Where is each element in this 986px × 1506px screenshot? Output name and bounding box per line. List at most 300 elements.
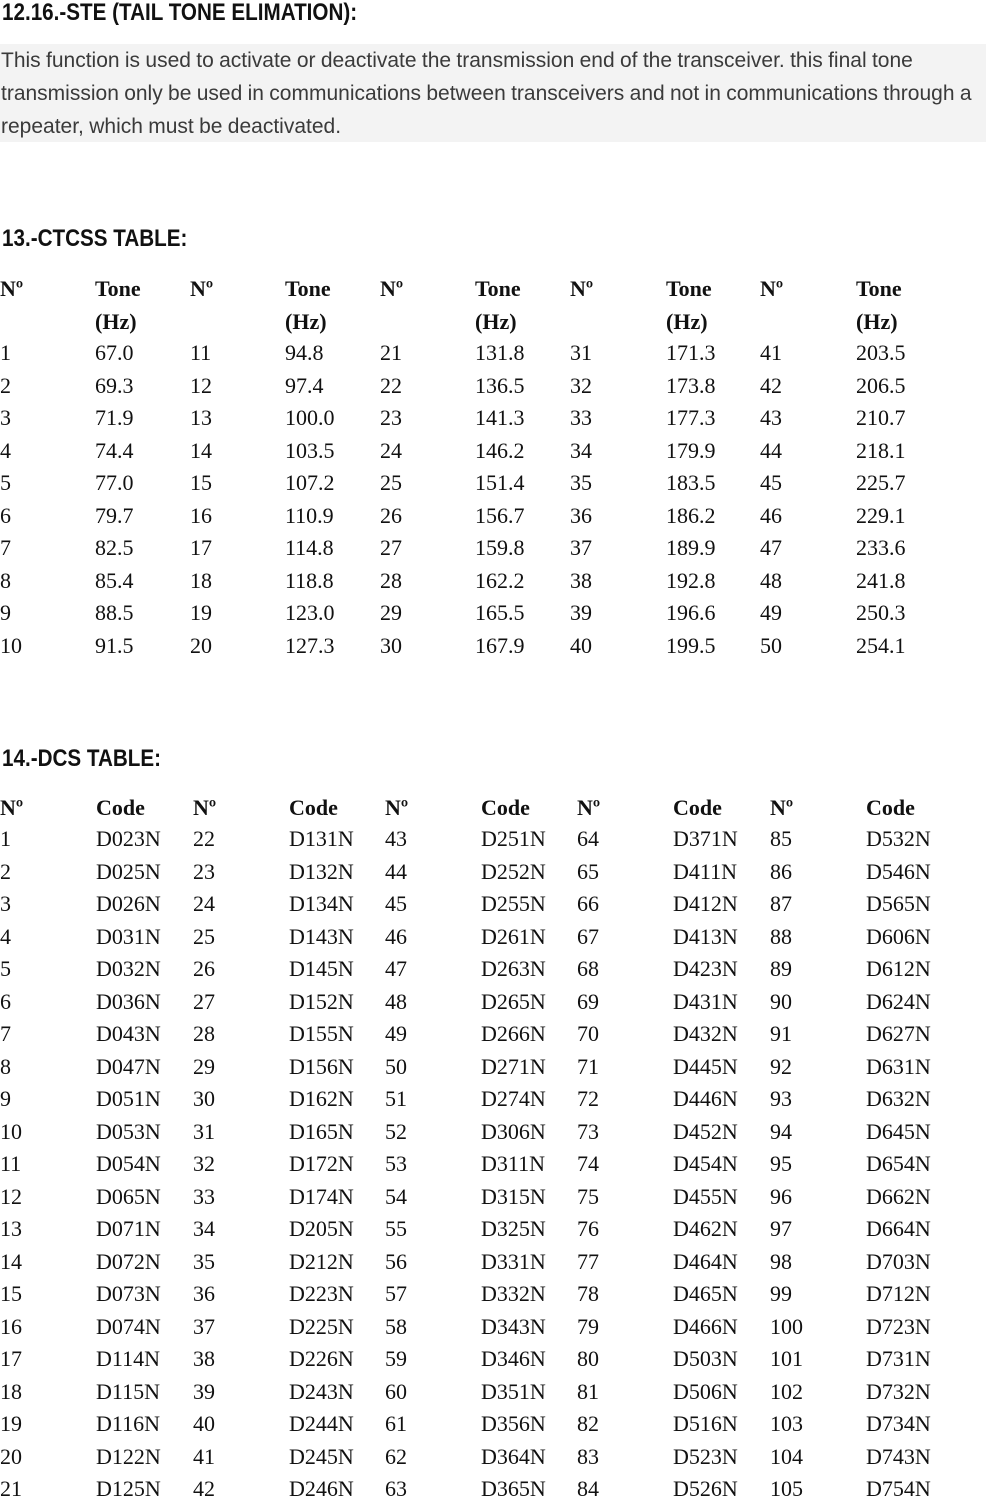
table-row <box>0 597 986 630</box>
ctcss-number: 37 <box>570 535 592 560</box>
dcs-number: 68 <box>577 956 599 981</box>
ctcss-tone: 131.8 <box>475 340 525 365</box>
dcs-number: 98 <box>770 1248 792 1274</box>
dcs-code: D266N <box>481 1021 546 1046</box>
ctcss-number: 33 <box>570 405 592 430</box>
dcs-number: 75 <box>577 1183 599 1209</box>
dcs-code: D145N <box>289 956 354 981</box>
dcs-code: D155N <box>289 1021 354 1046</box>
dcs-code: D464N <box>673 1248 738 1274</box>
ctcss-number: 50 <box>760 632 782 658</box>
dcs-code: D565N <box>866 891 931 916</box>
ctcss-number: 23 <box>380 405 402 430</box>
ctcss-number: 22 <box>380 372 402 398</box>
dcs-code: D712N <box>866 1281 931 1306</box>
dcs-number: 91 <box>770 1021 792 1046</box>
dcs-number: 14 <box>0 1248 22 1274</box>
dcs-code: D152N <box>289 988 354 1014</box>
dcs-number: 34 <box>193 1216 215 1241</box>
dcs-number: 36 <box>193 1281 215 1306</box>
table-row <box>0 1051 986 1084</box>
dcs-code: D212N <box>289 1248 354 1274</box>
dcs-number: 54 <box>385 1183 407 1209</box>
ctcss-tone: 118.8 <box>285 567 334 593</box>
table-row <box>0 565 986 598</box>
dcs-header-code: Code <box>481 795 530 820</box>
dcs-code: D446N <box>673 1086 738 1111</box>
dcs-code: D261N <box>481 923 546 949</box>
ctcss-tone: 114.8 <box>285 535 334 560</box>
dcs-number: 50 <box>385 1053 407 1079</box>
dcs-number: 89 <box>770 956 792 981</box>
dcs-number: 59 <box>385 1346 407 1371</box>
dcs-number: 78 <box>577 1281 599 1306</box>
ctcss-tone: 165.5 <box>475 600 525 625</box>
dcs-code: D466N <box>673 1313 738 1339</box>
dcs-number: 63 <box>385 1476 407 1501</box>
table-row <box>0 1246 986 1279</box>
dcs-number: 83 <box>577 1443 599 1469</box>
dcs-code: D371N <box>673 826 738 851</box>
dcs-header-no: Nº <box>193 795 217 820</box>
ctcss-number: 40 <box>570 632 592 658</box>
table-row <box>0 435 986 468</box>
dcs-number: 72 <box>577 1086 599 1111</box>
table-row <box>0 921 986 954</box>
dcs-code: D731N <box>866 1346 931 1371</box>
dcs-code: D723N <box>866 1313 931 1339</box>
ctcss-tone: 254.1 <box>856 632 906 658</box>
dcs-code: D624N <box>866 988 931 1014</box>
ctcss-header-tone <box>666 272 712 338</box>
dcs-number: 92 <box>770 1053 792 1079</box>
ctcss-tone: 71.9 <box>95 405 134 430</box>
dcs-code: D047N <box>96 1053 161 1079</box>
dcs-number: 15 <box>0 1281 22 1306</box>
dcs-number: 40 <box>193 1411 215 1436</box>
dcs-code: D134N <box>289 891 354 916</box>
dcs-number: 30 <box>193 1086 215 1111</box>
dcs-code: D413N <box>673 923 738 949</box>
ctcss-tone: 85.4 <box>95 567 134 593</box>
ctcss-header-tone <box>856 272 902 338</box>
ctcss-tone: 146.2 <box>475 437 525 463</box>
dcs-table <box>0 791 986 1501</box>
ctcss-tone: 177.3 <box>666 405 716 430</box>
ctcss-tone: 183.5 <box>666 470 716 495</box>
ctcss-number: 42 <box>760 372 782 398</box>
ctcss-tone: 179.9 <box>666 437 716 463</box>
dcs-number: 44 <box>385 858 407 884</box>
dcs-code: D454N <box>673 1151 738 1176</box>
dcs-header-code: Code <box>673 795 722 820</box>
dcs-number: 76 <box>577 1216 599 1241</box>
ctcss-header-no: Nº <box>760 276 784 301</box>
dcs-header-no: Nº <box>577 795 601 820</box>
dcs-number: 66 <box>577 891 599 916</box>
ctcss-header-no: Nº <box>0 276 24 301</box>
ctcss-tone: 82.5 <box>95 535 134 560</box>
ctcss-header-no: Nº <box>570 276 594 301</box>
ctcss-tone: 225.7 <box>856 470 906 495</box>
ctcss-number: 19 <box>190 600 212 625</box>
dcs-number: 29 <box>193 1053 215 1079</box>
table-row <box>0 1408 986 1441</box>
ctcss-tone: 136.5 <box>475 372 525 398</box>
dcs-number: 65 <box>577 858 599 884</box>
dcs-code: D053N <box>96 1118 161 1144</box>
dcs-code: D051N <box>96 1086 161 1111</box>
dcs-number: 32 <box>193 1151 215 1176</box>
dcs-number: 57 <box>385 1281 407 1306</box>
dcs-number: 99 <box>770 1281 792 1306</box>
dcs-code: D632N <box>866 1086 931 1111</box>
ctcss-number: 21 <box>380 340 402 365</box>
ctcss-number: 14 <box>190 437 212 463</box>
dcs-code: D664N <box>866 1216 931 1241</box>
ctcss-tone: 189.9 <box>666 535 716 560</box>
dcs-code: D172N <box>289 1151 354 1176</box>
ctcss-header-no: Nº <box>190 276 214 301</box>
dcs-number: 4 <box>0 923 11 949</box>
dcs-number: 97 <box>770 1216 792 1241</box>
dcs-number: 5 <box>0 956 11 981</box>
dcs-code: D251N <box>481 826 546 851</box>
dcs-number: 102 <box>770 1378 803 1404</box>
ctcss-number: 5 <box>0 470 11 495</box>
dcs-code: D071N <box>96 1216 161 1241</box>
ctcss-number: 25 <box>380 470 402 495</box>
dcs-code: D532N <box>866 826 931 851</box>
dcs-number: 101 <box>770 1346 803 1371</box>
dcs-code: D465N <box>673 1281 738 1306</box>
dcs-code: D734N <box>866 1411 931 1436</box>
ctcss-tone: 159.8 <box>475 535 525 560</box>
ctcss-number: 3 <box>0 405 11 430</box>
ctcss-header-tone-line1: Tone <box>475 276 521 301</box>
dcs-header-no: Nº <box>0 795 24 820</box>
ctcss-number: 43 <box>760 405 782 430</box>
ctcss-header-tone-line2: (Hz) <box>285 309 327 334</box>
ctcss-tone: 229.1 <box>856 502 906 528</box>
ctcss-tone: 110.9 <box>285 502 334 528</box>
dcs-code: D606N <box>866 923 931 949</box>
dcs-code: D754N <box>866 1476 931 1501</box>
dcs-number: 56 <box>385 1248 407 1274</box>
dcs-code: D631N <box>866 1053 931 1079</box>
ctcss-header-tone <box>285 272 331 338</box>
table-row <box>0 532 986 565</box>
dcs-number: 62 <box>385 1443 407 1469</box>
dcs-code: D036N <box>96 988 161 1014</box>
dcs-code: D306N <box>481 1118 546 1144</box>
ctcss-tone: 97.4 <box>285 372 324 398</box>
ctcss-number: 26 <box>380 502 402 528</box>
dcs-code: D351N <box>481 1378 546 1404</box>
dcs-number: 77 <box>577 1248 599 1274</box>
dcs-number: 53 <box>385 1151 407 1176</box>
dcs-number: 85 <box>770 826 792 851</box>
ctcss-number: 1 <box>0 340 11 365</box>
table-row <box>0 1181 986 1214</box>
ctcss-tone: 241.8 <box>856 567 906 593</box>
ctcss-number: 35 <box>570 470 592 495</box>
dcs-code: D462N <box>673 1216 738 1241</box>
table-row <box>0 888 986 921</box>
table-row <box>0 823 986 856</box>
dcs-number: 22 <box>193 826 215 851</box>
ctcss-number: 45 <box>760 470 782 495</box>
dcs-code: D445N <box>673 1053 738 1079</box>
dcs-code: D331N <box>481 1248 546 1274</box>
ctcss-number: 4 <box>0 437 11 463</box>
ctcss-number: 29 <box>380 600 402 625</box>
dcs-number: 90 <box>770 988 792 1014</box>
dcs-number: 25 <box>193 923 215 949</box>
dcs-code: D025N <box>96 858 161 884</box>
dcs-number: 24 <box>193 891 215 916</box>
table-row <box>0 1441 986 1474</box>
dcs-number: 82 <box>577 1411 599 1436</box>
dcs-code: D244N <box>289 1411 354 1436</box>
dcs-number: 73 <box>577 1118 599 1144</box>
ctcss-tone: 74.4 <box>95 437 134 463</box>
dcs-number: 12 <box>0 1183 22 1209</box>
dcs-number: 38 <box>193 1346 215 1371</box>
ctcss-header-tone-line2: (Hz) <box>666 309 708 334</box>
table-row <box>0 1148 986 1181</box>
dcs-number: 21 <box>0 1476 22 1501</box>
dcs-number: 87 <box>770 891 792 916</box>
ctcss-tone: 218.1 <box>856 437 906 463</box>
ctcss-number: 28 <box>380 567 402 593</box>
dcs-number: 28 <box>193 1021 215 1046</box>
dcs-number: 41 <box>193 1443 215 1469</box>
dcs-number: 37 <box>193 1313 215 1339</box>
dcs-code: D246N <box>289 1476 354 1501</box>
dcs-code: D526N <box>673 1476 738 1501</box>
dcs-code: D732N <box>866 1378 931 1404</box>
ctcss-number: 32 <box>570 372 592 398</box>
dcs-code: D131N <box>289 826 354 851</box>
dcs-code: D325N <box>481 1216 546 1241</box>
table-row <box>0 856 986 889</box>
ctcss-tone: 67.0 <box>95 340 134 365</box>
dcs-number: 33 <box>193 1183 215 1209</box>
dcs-code: D132N <box>289 858 354 884</box>
ctcss-number: 38 <box>570 567 592 593</box>
dcs-code: D143N <box>289 923 354 949</box>
dcs-code: D654N <box>866 1151 931 1176</box>
dcs-code: D346N <box>481 1346 546 1371</box>
ctcss-number: 44 <box>760 437 782 463</box>
section-heading-ctcss: 13.-CTCSS TABLE: <box>2 225 188 252</box>
section-heading-ste: 12.16.-STE (TAIL TONE ELIMATION): <box>2 0 358 26</box>
ctcss-tone: 88.5 <box>95 600 134 625</box>
dcs-code: D423N <box>673 956 738 981</box>
ctcss-number: 7 <box>0 535 11 560</box>
table-row <box>0 1376 986 1409</box>
ctcss-header-tone-line2: (Hz) <box>475 309 517 334</box>
dcs-code: D174N <box>289 1183 354 1209</box>
dcs-code: D252N <box>481 858 546 884</box>
dcs-code: D032N <box>96 956 161 981</box>
dcs-code: D205N <box>289 1216 354 1241</box>
dcs-number: 67 <box>577 923 599 949</box>
dcs-number: 45 <box>385 891 407 916</box>
table-row <box>0 953 986 986</box>
dcs-number: 93 <box>770 1086 792 1111</box>
ctcss-tone: 91.5 <box>95 632 134 658</box>
dcs-number: 60 <box>385 1378 407 1404</box>
ctcss-header-row <box>0 272 986 337</box>
dcs-number: 70 <box>577 1021 599 1046</box>
dcs-header-code: Code <box>866 795 915 820</box>
dcs-number: 46 <box>385 923 407 949</box>
dcs-header-code: Code <box>289 795 338 820</box>
table-row <box>0 1116 986 1149</box>
table-row <box>0 1278 986 1311</box>
dcs-code: D226N <box>289 1346 354 1371</box>
dcs-code: D243N <box>289 1378 354 1404</box>
dcs-code: D162N <box>289 1086 354 1111</box>
dcs-code: D743N <box>866 1443 931 1469</box>
dcs-number: 26 <box>193 956 215 981</box>
dcs-number: 16 <box>0 1313 22 1339</box>
dcs-code: D356N <box>481 1411 546 1436</box>
ctcss-tone: 77.0 <box>95 470 134 495</box>
table-row <box>0 1018 986 1051</box>
ctcss-tone: 123.0 <box>285 600 335 625</box>
dcs-number: 86 <box>770 858 792 884</box>
ctcss-number: 41 <box>760 340 782 365</box>
ctcss-number: 24 <box>380 437 402 463</box>
dcs-code: D274N <box>481 1086 546 1111</box>
dcs-number: 104 <box>770 1443 803 1469</box>
ctcss-number: 47 <box>760 535 782 560</box>
dcs-code: D114N <box>96 1346 160 1371</box>
ctcss-header-tone-line1: Tone <box>856 276 902 301</box>
dcs-number: 96 <box>770 1183 792 1209</box>
dcs-code: D023N <box>96 826 161 851</box>
dcs-code: D122N <box>96 1443 161 1469</box>
dcs-code: D662N <box>866 1183 931 1209</box>
ste-description: This function is used to activate or deactivate the transmission end of the transceiver. this final tone transmission only be used in communications between transceivers and not in communications through a repeater, which must be deactivated. <box>0 44 986 142</box>
dcs-code: D452N <box>673 1118 738 1144</box>
dcs-number: 35 <box>193 1248 215 1274</box>
dcs-code: D432N <box>673 1021 738 1046</box>
ctcss-header-tone-line2: (Hz) <box>95 309 137 334</box>
dcs-number: 74 <box>577 1151 599 1176</box>
ctcss-tone: 69.3 <box>95 372 134 398</box>
dcs-number: 71 <box>577 1053 599 1079</box>
dcs-code: D165N <box>289 1118 354 1144</box>
dcs-number: 51 <box>385 1086 407 1111</box>
dcs-code: D365N <box>481 1476 546 1501</box>
ctcss-number: 31 <box>570 340 592 365</box>
section-heading-dcs: 14.-DCS TABLE: <box>2 745 162 772</box>
dcs-number: 80 <box>577 1346 599 1371</box>
dcs-number: 84 <box>577 1476 599 1501</box>
dcs-code: D411N <box>673 858 737 884</box>
ctcss-number: 27 <box>380 535 402 560</box>
dcs-code: D516N <box>673 1411 738 1436</box>
dcs-code: D265N <box>481 988 546 1014</box>
ctcss-tone: 94.8 <box>285 340 324 365</box>
dcs-number: 81 <box>577 1378 599 1404</box>
table-row <box>0 1083 986 1116</box>
dcs-number: 43 <box>385 826 407 851</box>
ctcss-tone: 156.7 <box>475 502 525 528</box>
dcs-number: 2 <box>0 858 11 884</box>
ctcss-tone: 79.7 <box>95 502 134 528</box>
dcs-code: D223N <box>289 1281 354 1306</box>
dcs-number: 42 <box>193 1476 215 1501</box>
dcs-number: 105 <box>770 1476 803 1501</box>
ctcss-number: 49 <box>760 600 782 625</box>
dcs-number: 47 <box>385 956 407 981</box>
dcs-header-code: Code <box>96 795 145 820</box>
dcs-number: 1 <box>0 826 11 851</box>
ctcss-number: 18 <box>190 567 212 593</box>
table-row <box>0 402 986 435</box>
dcs-code: D546N <box>866 858 931 884</box>
ctcss-number: 36 <box>570 502 592 528</box>
dcs-code: D031N <box>96 923 161 949</box>
dcs-number: 17 <box>0 1346 22 1371</box>
ctcss-tone: 210.7 <box>856 405 906 430</box>
dcs-code: D245N <box>289 1443 354 1469</box>
dcs-header-no: Nº <box>385 795 409 820</box>
ctcss-number: 16 <box>190 502 212 528</box>
ctcss-tone: 107.2 <box>285 470 335 495</box>
table-row <box>0 1343 986 1376</box>
dcs-code: D343N <box>481 1313 546 1339</box>
dcs-number: 3 <box>0 891 11 916</box>
dcs-number: 48 <box>385 988 407 1014</box>
ctcss-number: 15 <box>190 470 212 495</box>
ctcss-tone: 192.8 <box>666 567 716 593</box>
dcs-code: D455N <box>673 1183 738 1209</box>
ctcss-header-tone <box>95 272 141 338</box>
ctcss-number: 12 <box>190 372 212 398</box>
dcs-number: 49 <box>385 1021 407 1046</box>
ctcss-number: 13 <box>190 405 212 430</box>
ctcss-tone: 250.3 <box>856 600 906 625</box>
table-row <box>0 500 986 533</box>
ctcss-number: 8 <box>0 567 11 593</box>
dcs-code: D703N <box>866 1248 931 1274</box>
table-row <box>0 1311 986 1344</box>
ctcss-number: 20 <box>190 632 212 658</box>
dcs-number: 18 <box>0 1378 22 1404</box>
dcs-number: 64 <box>577 826 599 851</box>
dcs-number: 20 <box>0 1443 22 1469</box>
dcs-number: 23 <box>193 858 215 884</box>
dcs-number: 58 <box>385 1313 407 1339</box>
dcs-number: 55 <box>385 1216 407 1241</box>
dcs-code: D503N <box>673 1346 738 1371</box>
dcs-number: 94 <box>770 1118 792 1144</box>
dcs-code: D073N <box>96 1281 161 1306</box>
ctcss-tone: 206.5 <box>856 372 906 398</box>
ctcss-header-tone-line1: Tone <box>95 276 141 301</box>
dcs-code: D054N <box>96 1151 161 1176</box>
dcs-code: D043N <box>96 1021 161 1046</box>
ctcss-header-tone-line2: (Hz) <box>856 309 898 334</box>
dcs-code: D026N <box>96 891 161 916</box>
dcs-code: D523N <box>673 1443 738 1469</box>
